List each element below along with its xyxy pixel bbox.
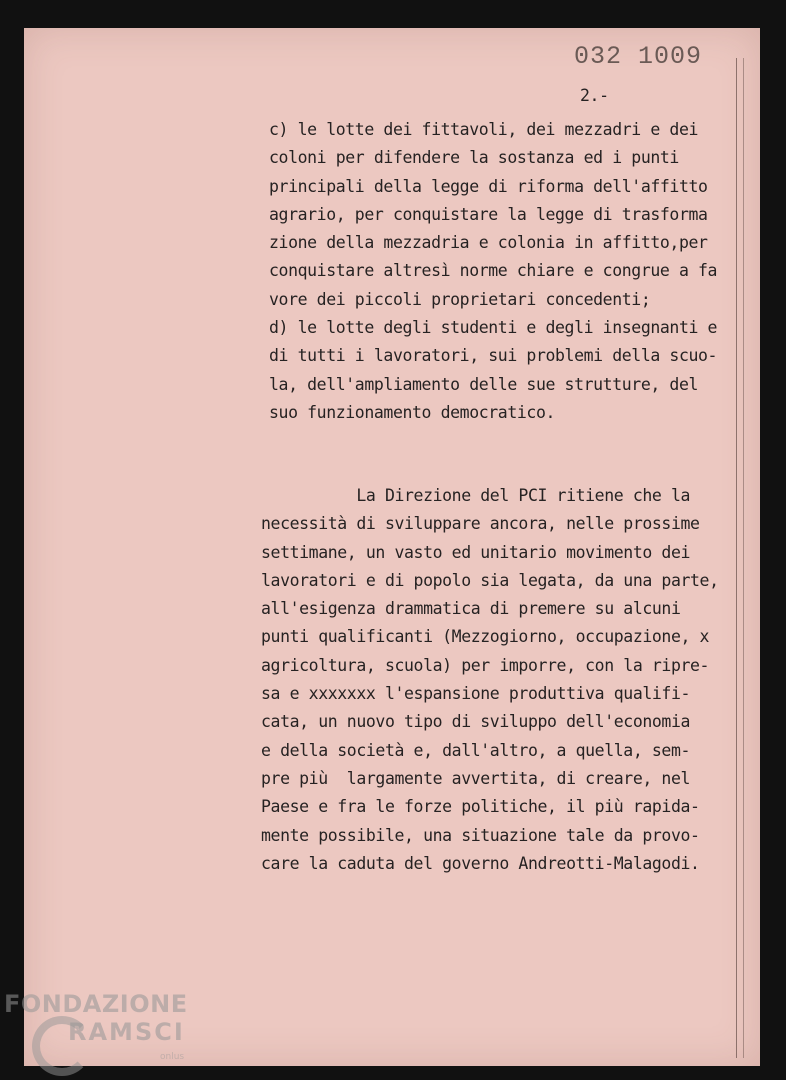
text-line: agrario, per conquistare la legge di trasforma (269, 204, 708, 224)
page-number: 2.- (580, 86, 609, 105)
text-line: d) le lotte degli studenti e degli insegnanti e (269, 318, 718, 338)
fondazione-gramsci-watermark (4, 992, 188, 1044)
paragraph-lotte (269, 116, 717, 427)
text-line: e della società e, dall'altro, a quella, sem- (261, 740, 691, 760)
text-line: punti qualificanti (Mezzogiorno, occupazione, x (261, 627, 710, 647)
text-line: coloni per difendere la sostanza ed i punti (269, 148, 679, 168)
text-line: necessità di sviluppare ancora, nelle prossime (261, 514, 700, 534)
paragraph-direzione (261, 482, 719, 878)
text-line: conquistare altresì norme chiare e congrue a fa (269, 261, 718, 281)
text-line: mente possibile, una situazione tale da provo- (261, 825, 700, 845)
page-edge-line (736, 58, 737, 1058)
document-page (24, 28, 760, 1066)
text-line: vore dei piccoli proprietari concedenti; (269, 289, 651, 309)
text-line: settimane, un vasto ed unitario movimento dei (261, 542, 691, 562)
watermark-line-1: FONDAZIONE (4, 990, 188, 1018)
text-line: zione della mezzadria e colonia in affitto,per (269, 233, 708, 253)
text-line: cata, un nuovo tipo di sviluppo dell'economia (261, 712, 691, 732)
text-line: all'esigenza drammatica di premere su alcuni (261, 599, 681, 619)
watermark-line-2: RAMSCI (68, 1018, 185, 1046)
text-line: agricoltura, scuola) per imporre, con la ripre- (261, 655, 710, 675)
text-line: pre più largamente avvertita, di creare, nel (261, 768, 691, 788)
text-line: principali della legge di riforma dell'affitto (269, 176, 708, 196)
text-line: lavoratori e di popolo sia legata, da una parte, (261, 570, 719, 590)
text-line: La Direzione del PCI ritiene che la (261, 486, 691, 505)
text-line: care la caduta del governo Andreotti-Malagodi. (261, 853, 700, 873)
text-line: Paese e fra le forze politiche, il più rapida- (261, 797, 700, 817)
archive-stamp-number: 032 1009 (573, 42, 702, 71)
page-edge-line (743, 58, 744, 1058)
text-line: c) le lotte dei fittavoli, dei mezzadri e dei (269, 120, 699, 139)
text-line: la, dell'ampliamento delle sue strutture, del (269, 374, 699, 394)
watermark-onlus: onlus (160, 1052, 185, 1062)
text-line: di tutti i lavoratori, sui problemi della scuo- (269, 346, 718, 366)
text-line: sa e xxxxxxx l'espansione produttiva qualifi- (261, 684, 691, 704)
text-line: suo funzionamento democratico. (269, 402, 556, 422)
